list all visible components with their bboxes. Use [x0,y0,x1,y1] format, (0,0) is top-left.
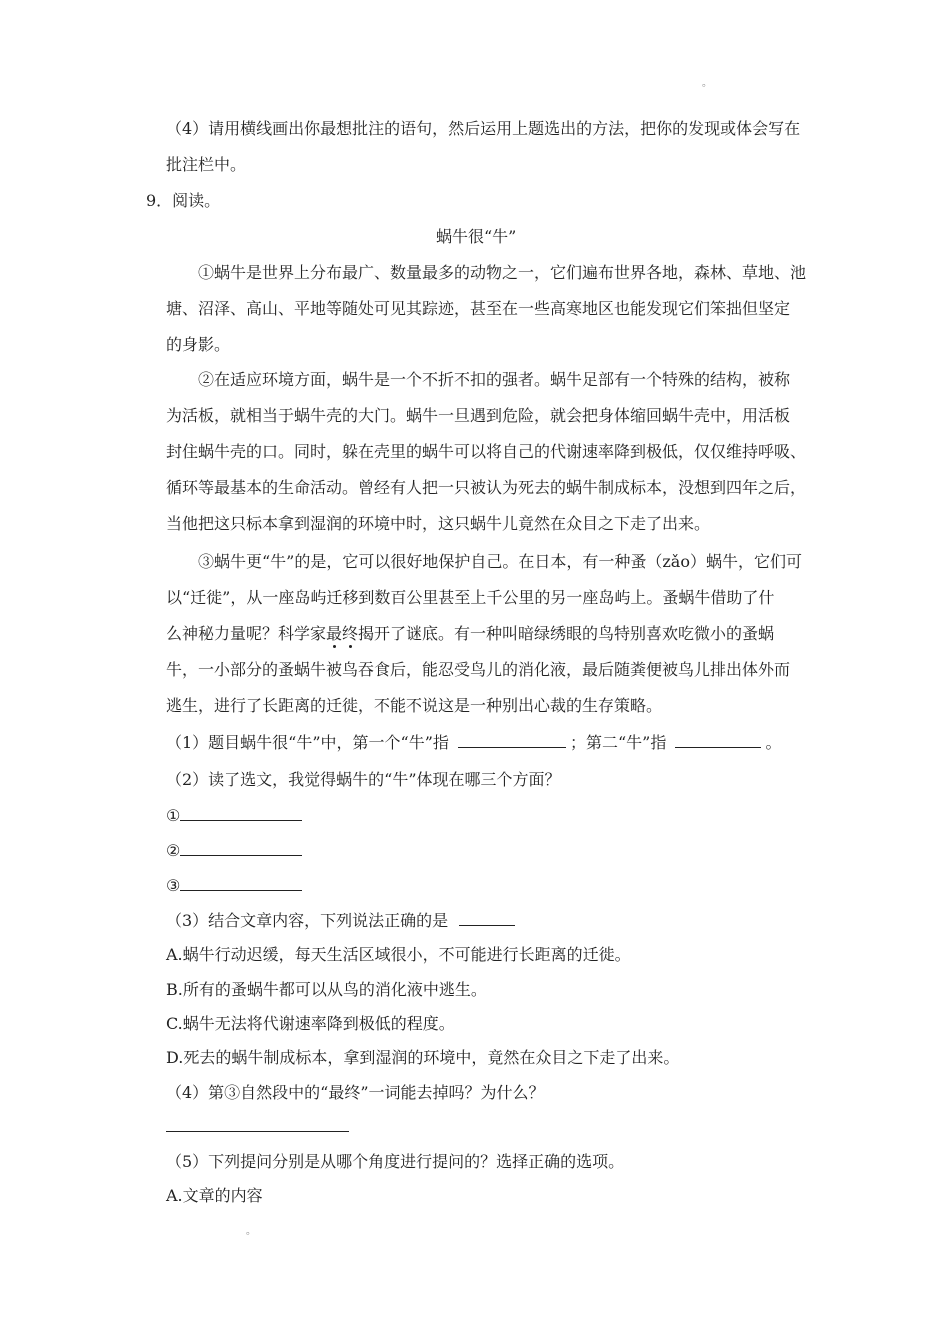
paragraph-3-line-4: 牛，一小部分的蚤蜗牛被鸟吞食后，能忍受鸟儿的消化液，最后随粪便被鸟儿排出体外而 [166,660,791,679]
option-a: A.蜗牛行动迟缓，每天生活区域很小，不可能进行长距离的迁徙。 [166,945,631,964]
answer-blank-1[interactable] [458,733,566,748]
answer-blank-aspect-3[interactable] [180,876,302,891]
option-d: D.死去的蜗牛制成标本，拿到湿润的环境中，竟然在众目之下走了出来。 [166,1048,680,1067]
sub-question-5-option-a: A.文章的内容 [166,1186,263,1205]
sub-question-3-prompt: （3）结合文章内容，下列说法正确的是 [166,911,449,930]
sub-question-1 [166,733,781,753]
paragraph-1-line-2: 塘、沼泽、高山、平地等随处可见其踪迹，甚至在一些高寒地区也能发现它们笨拙但坚定 [166,299,791,318]
question-8-4-line-1: （4）请用横线画出你最想批注的语句，然后运用上题选出的方法，把你的发现或体会写在 [166,119,801,138]
sub-question-4: （4）第③自然段中的“最终”一词能去掉吗？为什么？ [166,1083,545,1102]
sub-question-1-prompt-b: ；第二“牛”指 [570,733,667,752]
article-title: 蜗牛很“牛” [436,227,517,246]
answer-label-2: ② [166,841,181,860]
sub-question-5: （5）下列提问分别是从哪个角度进行提问的？选择正确的选项。 [166,1152,625,1171]
question-9-number: 9．阅读。 [146,191,221,210]
paragraph-2-line-2: 为活板，就相当于蜗牛壳的大门。蜗牛一旦遇到危险，就会把身体缩回蜗牛壳中，用活板 [166,406,791,425]
answer-blank-aspect-2[interactable] [180,841,302,856]
answer-blank-3[interactable] [459,911,515,926]
option-b: B.所有的蚤蜗牛都可以从鸟的消化液中逃生。 [166,980,487,999]
sub-question-3 [166,911,515,931]
paragraph-2-line-1: ②在适应环境方面，蜗牛是一个不折不扣的强者。蜗牛足部有一个特殊的结构，被称 [198,370,791,389]
emphasis-char-1: 最 [326,624,343,643]
option-c: C.蜗牛无法将代谢速率降到极低的程度。 [166,1014,455,1033]
answer-blank-2[interactable] [675,733,761,748]
paragraph-3-line-3-before: 么神秘力量呢？科学家 [166,624,327,643]
sub-question-1-end: 。 [765,733,782,752]
paragraph-2-line-3: 封住蜗牛壳的口。同时，躲在壳里的蜗牛可以将自己的代谢速率降到极低，仅仅维持呼吸、 [166,442,807,461]
answer-label-1: ① [166,806,181,825]
paragraph-2-line-4: 循环等最基本的生命活动。曾经有人把一只被认为死去的蜗牛制成标本，没想到四年之后， [166,478,807,497]
sub-question-1-prompt-a: （1）题目蜗牛很“牛”中，第一个“牛”指 [166,733,449,752]
question-8-4-line-2: 批注栏中。 [166,155,247,174]
paragraph-1-line-1: ①蜗牛是世界上分布最广、数量最多的动物之一，它们遍布世界各地，森林、草地、池 [198,263,807,282]
answer-line-2 [166,841,302,861]
paragraph-1-line-3: 的身影。 [166,335,231,354]
scan-mark: 。 [702,78,712,89]
answer-line-3 [166,876,302,896]
answer-label-3: ③ [166,876,181,895]
paragraph-3-line-2: 以“迁徙”，从一座岛屿迁移到数百公里甚至上千公里的另一座岛屿上。蚤蜗牛借助了什 [166,588,775,607]
answer-blank-aspect-1[interactable] [180,806,302,821]
paragraph-2-line-5: 当他把这只标本拿到湿润的环境中时，这只蜗牛儿竟然在众目之下走了出来。 [166,514,711,533]
paragraph-3-line-3 [166,624,774,644]
paragraph-3-line-5: 逃生，进行了长距离的迁徙，不能不说这是一种别出心裁的生存策略。 [166,696,663,715]
answer-line-1 [166,806,302,826]
answer-line-4[interactable] [166,1131,349,1132]
paragraph-3-line-3-after: 揭开了谜底。有一种叫暗绿绣眼的鸟特别喜欢吃微小的蚤蜗 [358,624,775,643]
paragraph-3-line-1: ③蜗牛更“牛”的是，它可以很好地保护自己。在日本，有一种蚤（zǎo）蜗牛，它们可 [198,552,802,571]
sub-question-2: （2）读了选文，我觉得蜗牛的“牛”体现在哪三个方面？ [166,770,561,789]
scan-mark-bottom: 。 [246,1226,256,1237]
emphasis-char-2: 终 [342,624,359,643]
